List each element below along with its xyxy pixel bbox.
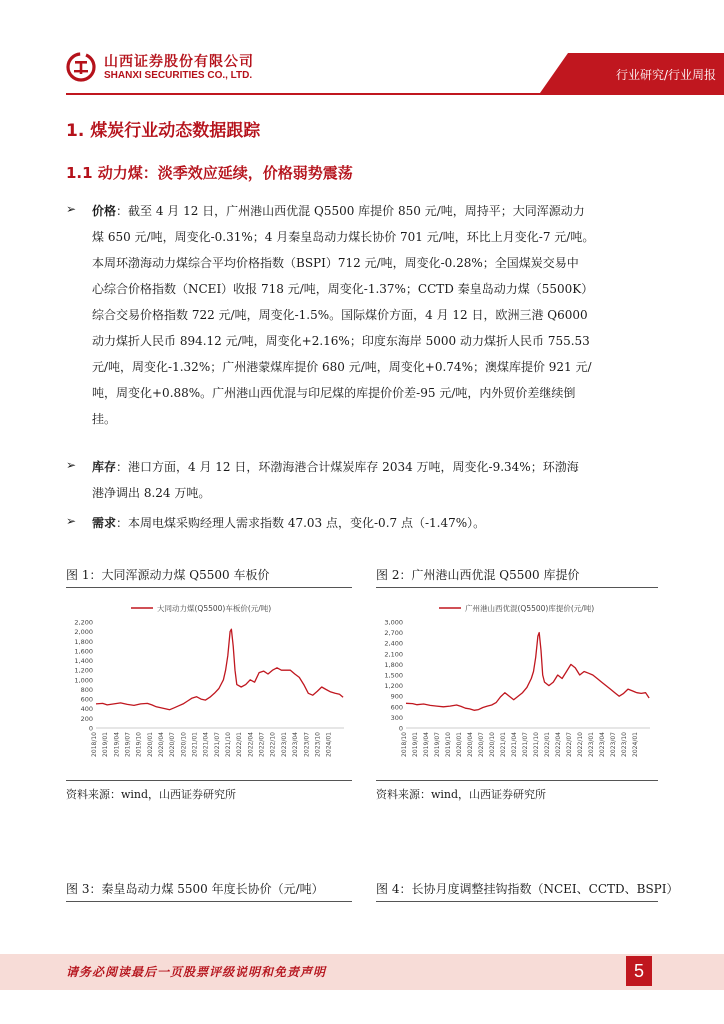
figure-4-title: 图 4：长协月度调整挂钩指数（NCEI、CCTD、BSPI） <box>376 882 679 896</box>
x-tick-label: 2018/10 <box>401 732 408 757</box>
bullet-price <box>92 198 670 432</box>
bullet-label: 需求 <box>92 516 117 530</box>
bullet-inventory <box>92 454 670 506</box>
x-tick-label: 2021/04 <box>510 732 518 757</box>
bullet-line: 本周环渤海动力煤综合平均价格指数（BSPI）712 元/吨，周变化-0.28%；全国煤炭交易中 <box>92 256 579 270</box>
legend-label: 广州港山西优混(Q5500)库提价(元/吨) <box>465 604 595 613</box>
y-tick-label: 2,400 <box>384 639 403 648</box>
x-tick-label: 2020/07 <box>169 732 177 757</box>
x-tick-label: 2018/10 <box>91 732 98 757</box>
figure-2-chart <box>376 594 658 774</box>
shanxi-securities-logo-icon <box>66 52 96 82</box>
x-tick-label: 2019/04 <box>113 732 121 757</box>
x-tick-label: 2023/01 <box>280 732 288 757</box>
bullet-line: 需求：本周电煤采购经理人需求指数 47.03 点，变化-0.7 点（-1.47%）。 <box>92 516 486 530</box>
x-tick-label: 2021/01 <box>499 732 507 757</box>
figure-2-source: 资料来源：wind，山西证券研究所 <box>376 788 547 801</box>
series-line <box>406 633 649 711</box>
x-tick-label: 2022/07 <box>258 732 266 757</box>
x-tick-label: 2023/07 <box>609 732 617 757</box>
figure-1-chart <box>66 594 352 774</box>
y-tick-label: 2,200 <box>74 618 93 627</box>
bullet-line: 元/吨，周变化-1.32%；广州港蒙煤库提价 680 元/吨，周变化+0.74%；澳煤库提价 921 元/ <box>92 360 592 374</box>
x-tick-label: 2020/04 <box>466 732 474 757</box>
y-tick-label: 1,800 <box>384 660 403 669</box>
bullet-label: 价格 <box>92 204 117 218</box>
y-tick-label: 800 <box>80 685 93 694</box>
x-tick-label: 2022/01 <box>236 732 244 757</box>
x-tick-label: 2023/04 <box>598 732 606 757</box>
x-tick-label: 2020/07 <box>477 732 485 757</box>
figure-2-bottom-rule <box>376 780 658 781</box>
x-tick-label: 2024/01 <box>631 732 639 757</box>
x-tick-label: 2019/10 <box>444 732 452 757</box>
section-heading: 1. 煤炭行业动态数据跟踪 <box>66 121 261 141</box>
x-tick-label: 2023/10 <box>314 732 322 757</box>
x-tick-label: 2020/01 <box>146 732 154 757</box>
y-tick-label: 2,000 <box>74 628 93 637</box>
x-tick-label: 2022/01 <box>543 732 551 757</box>
y-tick-label: 3,000 <box>384 618 403 627</box>
page-number: 5 <box>626 956 652 986</box>
y-tick-label: 900 <box>390 692 403 701</box>
x-tick-label: 2019/10 <box>135 732 143 757</box>
x-tick-label: 2023/07 <box>303 732 311 757</box>
y-tick-label: 1,400 <box>74 657 93 666</box>
figure-1-title: 图 1：大同浑源动力煤 Q5500 车板价 <box>66 568 270 582</box>
x-tick-label: 2022/10 <box>269 732 277 757</box>
bullet-arrow-icon: ➢ <box>66 514 77 528</box>
x-tick-label: 2019/01 <box>102 732 110 757</box>
y-tick-label: 1,600 <box>74 647 93 656</box>
x-tick-label: 2019/07 <box>124 732 132 757</box>
report-type-label: 行业研究/行业周报 <box>615 68 716 82</box>
figure-3-title: 图 3：秦皇岛动力煤 5500 年度长协价（元/吨） <box>66 882 324 896</box>
x-tick-label: 2021/07 <box>213 732 221 757</box>
bullet-line: 动力煤折人民币 894.12 元/吨，周变化+2.16%；印度东海岸 5000 动力煤折人民币 755.53 <box>92 334 590 348</box>
subsection-heading: 1.1 动力煤：淡季效应延续，价格弱势震荡 <box>66 164 353 182</box>
x-tick-label: 2019/04 <box>422 732 430 757</box>
company-name-en: SHANXI SECURITIES CO., LTD. <box>104 70 253 81</box>
x-tick-label: 2022/10 <box>576 732 584 757</box>
y-tick-label: 1,000 <box>74 676 93 685</box>
bullet-arrow-icon: ➢ <box>66 202 77 216</box>
x-tick-label: 2022/04 <box>247 732 255 757</box>
y-tick-label: 0 <box>88 724 93 733</box>
y-tick-label: 600 <box>390 703 403 712</box>
x-tick-label: 2019/01 <box>411 732 419 757</box>
figure-3-top-rule <box>66 901 352 902</box>
y-tick-label: 1,200 <box>74 666 93 675</box>
figure-2-title: 图 2：广州港山西优混 Q5500 库提价 <box>376 568 580 582</box>
y-tick-label: 1,200 <box>384 682 403 691</box>
header-divider <box>66 93 724 95</box>
y-tick-label: 600 <box>80 695 93 704</box>
bullet-line: 价格：截至 4 月 12 日，广州港山西优混 Q5500 库提价 850 元/吨，周持平；大同浑源动力 <box>92 204 585 218</box>
y-tick-label: 0 <box>398 724 403 733</box>
x-tick-label: 2021/10 <box>225 732 233 757</box>
figure-1-top-rule <box>66 587 352 588</box>
x-tick-label: 2020/01 <box>455 732 463 757</box>
bullet-line: 综合交易价格指数 722 元/吨，周变化-1.5%。国际煤价方面，4 月 12 日，欧洲三港 Q6000 <box>92 308 588 322</box>
y-tick-label: 300 <box>390 713 403 722</box>
figure-1-bottom-rule <box>66 780 352 781</box>
x-tick-label: 2021/01 <box>191 732 199 757</box>
company-name-cn: 山西证券股份有限公司 <box>104 54 254 70</box>
x-tick-label: 2020/10 <box>488 732 496 757</box>
figure-2-top-rule <box>376 587 658 588</box>
bullet-line: 心综合价格指数（NCEI）收报 718 元/吨，周变化-1.37%；CCTD 秦皇岛动力煤（5500K） <box>92 282 594 296</box>
x-tick-label: 2022/07 <box>565 732 573 757</box>
x-tick-label: 2023/10 <box>620 732 628 757</box>
x-tick-label: 2021/07 <box>521 732 529 757</box>
figure-1-source: 资料来源：wind，山西证券研究所 <box>66 788 237 801</box>
figure-4-top-rule <box>376 901 658 902</box>
legend-label: 大同动力煤(Q5500)车板价(元/吨) <box>157 604 272 613</box>
x-tick-label: 2020/04 <box>158 732 166 757</box>
footer-disclaimer: 请务必阅读最后一页股票评级说明和免责声明 <box>66 965 327 979</box>
bullet-line: 港净调出 8.24 万吨。 <box>92 486 211 500</box>
bullet-demand <box>92 510 670 536</box>
x-tick-label: 2022/04 <box>554 732 562 757</box>
x-tick-label: 2023/01 <box>587 732 595 757</box>
x-tick-label: 2023/04 <box>292 732 300 757</box>
y-tick-label: 200 <box>80 714 93 723</box>
bullet-arrow-icon: ➢ <box>66 458 77 472</box>
y-tick-label: 1,800 <box>74 637 93 646</box>
bullet-line: 库存：港口方面，4 月 12 日，环渤海港合计煤炭库存 2034 万吨，周变化-9.34%；环渤海 <box>92 460 579 474</box>
y-tick-label: 2,100 <box>384 650 403 659</box>
x-tick-label: 2019/07 <box>433 732 441 757</box>
bullet-label: 库存 <box>92 460 117 474</box>
x-tick-label: 2021/10 <box>532 732 540 757</box>
y-tick-label: 2,700 <box>384 629 403 638</box>
bullet-line: 煤 650 元/吨，周变化-0.31%；4 月秦皇岛动力煤长协价 701 元/吨，环比上月变化-7 元/吨。 <box>92 230 595 244</box>
bullet-line: 吨，周变化+0.88%。广州港山西优混与印尼煤的库提价价差-95 元/吨，内外贸价差继续倒 <box>92 386 576 400</box>
bullet-line: 挂。 <box>92 412 117 426</box>
y-tick-label: 1,500 <box>384 671 403 680</box>
x-tick-label: 2020/10 <box>180 732 188 757</box>
series-line <box>96 629 343 710</box>
x-tick-label: 2024/01 <box>325 732 333 757</box>
x-tick-label: 2021/04 <box>202 732 210 757</box>
y-tick-label: 400 <box>80 705 93 714</box>
